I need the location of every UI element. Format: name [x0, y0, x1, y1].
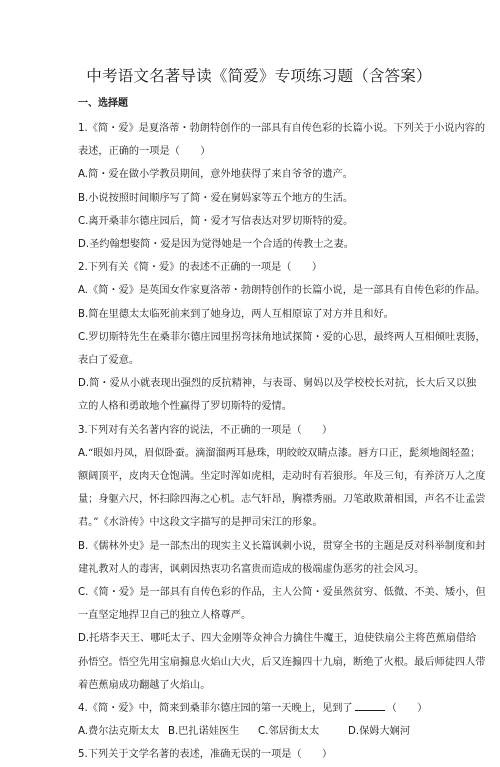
- section-heading: 一、选择题: [78, 98, 128, 109]
- line-lead: B.: [78, 308, 89, 320]
- question-line: [78, 372, 477, 395]
- line-lead: C.: [78, 215, 89, 227]
- question-line: [78, 256, 440, 279]
- line-text: 托塔李天王、哪吒太子、四大金刚等众神合力擒住牛魔王，迫使铁扇公主将芭蕉扇借给: [89, 633, 477, 645]
- line-text: 着芭蕉扇成功翻越了火焰山。: [78, 679, 211, 691]
- question-2: [78, 256, 486, 418]
- line-text: 量；身躯六尺，怀扫除四海之心机。志气轩昂，胸襟秀丽。刀笔敢欺萧相国，声名不让孟尝: [78, 494, 486, 506]
- line-lead: 1.: [78, 123, 88, 134]
- option-text: 巴扎诺娃医生: [178, 726, 240, 738]
- option-letter: A.: [78, 726, 89, 738]
- line-text: 简在里德太太临死前来到了她身边，两人互相原谅了对方并且和好。: [88, 308, 394, 320]
- line-text: 君。”《水浒传》中这段文字描写的是押司宋江的形象。: [78, 517, 323, 529]
- questions-container: [78, 117, 486, 697]
- line-text: “眼如丹凤，眉似卧蚕。滴溜溜两耳悬珠，明皎皎双睛点漆。唇方口正，髭须地阁轻盈；: [88, 447, 481, 459]
- question-line: [78, 117, 486, 140]
- line-lead: D.: [78, 239, 90, 251]
- option-text: 邻居街太太: [268, 726, 320, 738]
- option-text: 保姆大娴河: [359, 726, 411, 738]
- question-text: 下列关于文学名著的表述，准确无误的一项是（ ）: [87, 749, 333, 761]
- question-4-stem: [78, 697, 440, 720]
- question-1: [78, 117, 486, 256]
- question-text: 《简・爱》中，简来到桑菲尔德庄园的第一天晚上，见到了: [87, 703, 353, 715]
- question-line: [78, 303, 440, 326]
- question-line: [78, 604, 440, 627]
- line-text: 额阔顶平，皮肉天仓饱满。坐定时浑如虎相，走动时有若狼形。年及三旬，有养济万人之度: [78, 471, 486, 483]
- question-line: [78, 511, 440, 534]
- question-line: [78, 627, 477, 650]
- line-text: 简・爱从小就表现出强烈的反抗精神，与表哥、舅妈以及学校校长对抗，长大后又以独: [89, 378, 477, 390]
- line-text: 圣约翰想娶简・爱是因为觉得她是一个合适的传教士之妻。: [89, 239, 354, 251]
- question-line: [78, 349, 440, 372]
- question-line: [78, 581, 486, 604]
- line-text: 一直坚定地捍卫自己的独立人格尊严。: [78, 610, 252, 622]
- line-text: 离开桑菲尔德庄园后，简・爱才写信表达对罗切斯特的爱。: [88, 215, 354, 227]
- line-lead: A.: [78, 285, 89, 297]
- line-lead: D.: [78, 378, 90, 390]
- line-lead: A.: [78, 169, 89, 181]
- line-text: 立的人格和勇敢地个性赢得了罗切斯特的爱情。: [78, 401, 292, 413]
- line-lead: 2.: [78, 262, 88, 274]
- line-text: 表白了爱意。: [78, 355, 140, 367]
- line-lead: C.: [78, 331, 89, 343]
- option-c: [258, 720, 348, 743]
- question-line: [78, 535, 486, 558]
- line-lead: B.: [78, 540, 89, 552]
- line-lead: A.: [78, 447, 89, 459]
- option-text: 费尔法克斯太太: [88, 726, 160, 738]
- question-number: 4.: [78, 703, 88, 715]
- question-5-stem: [78, 743, 440, 766]
- line-lead: 3.: [78, 424, 88, 436]
- line-text: 《简・爱》是一部具有自传色彩的作品，主人公简・爱虽然贫穷、低微、不美、矮小，但: [88, 587, 486, 599]
- question-line: [78, 465, 486, 488]
- option-a: [78, 720, 168, 743]
- option-letter: D.: [348, 726, 360, 738]
- question-line: [78, 187, 440, 210]
- question-line: [78, 326, 486, 349]
- question-line: [78, 419, 440, 442]
- question-line: [78, 558, 440, 581]
- question-3: [78, 419, 486, 697]
- question-line: [78, 674, 440, 697]
- question-line: [78, 395, 440, 418]
- answer-blank[interactable]: [355, 700, 385, 711]
- line-text: 表述，正确的一项是（ ）: [78, 146, 211, 158]
- question-number: 5.: [78, 749, 88, 761]
- line-text: 《简・爱》是英国女作家夏洛蒂・勃朗特创作的长篇小说，是一部具有自传色彩的作品。: [88, 285, 486, 297]
- line-text: 小说按照时间顺序写了简・爱在舅妈家等五个地方的生活。: [88, 192, 354, 204]
- line-text: 孙悟空。悟空先用宝扇搧息火焰山大火，后又连搧四十九扇，断绝了火根。最后师徒四人带: [78, 656, 486, 668]
- question-line: [78, 279, 486, 302]
- line-lead: C.: [78, 587, 89, 599]
- option-b: [168, 720, 258, 743]
- line-text: 罗切斯特先生在桑菲尔德庄园里拐弯抹角地试探简・爱的心思，最终两人互相倾吐衷肠，: [88, 331, 486, 343]
- question-line: [78, 163, 440, 186]
- document-title: 中考语文名著导读《简爱》专项练习题（含答案）: [86, 67, 432, 85]
- question-bracket: （ ）: [386, 703, 428, 715]
- question-4-options: [78, 720, 440, 743]
- question-line: [78, 140, 440, 163]
- option-letter: C.: [258, 726, 269, 738]
- line-text: 简・爱在做小学教员期间，意外地获得了来自爷爷的遗产。: [88, 169, 353, 181]
- line-text: 《简・爱》是夏洛蒂・勃朗特创作的一部具有自传色彩的长篇小说。下列关于小说内容的: [87, 123, 486, 134]
- option-d: [348, 720, 438, 743]
- line-text: 下列对有关名著内容的说法，不正确的一项是（ ）: [87, 424, 333, 436]
- line-lead: B.: [78, 192, 89, 204]
- line-text: 下列有关《简・爱》的表述不正确的一项是（ ）: [87, 262, 323, 274]
- line-text: 建礼教对人的毒害，讽刺因热衷功名富贵而造成的极端虚伪恶劣的社会风习。: [78, 563, 425, 575]
- line-lead: D.: [78, 633, 90, 645]
- question-4: [78, 697, 440, 743]
- question-line: [78, 210, 440, 233]
- line-text: 《儒林外史》是一部杰出的现实主义长篇讽刺小说，贯穿全书的主题是反对科举制度和封: [88, 540, 486, 552]
- question-line: [78, 442, 481, 465]
- question-5: [78, 743, 440, 766]
- question-line: [78, 233, 440, 256]
- question-line: [78, 488, 486, 511]
- question-line: [78, 651, 486, 674]
- option-letter: B.: [168, 726, 179, 738]
